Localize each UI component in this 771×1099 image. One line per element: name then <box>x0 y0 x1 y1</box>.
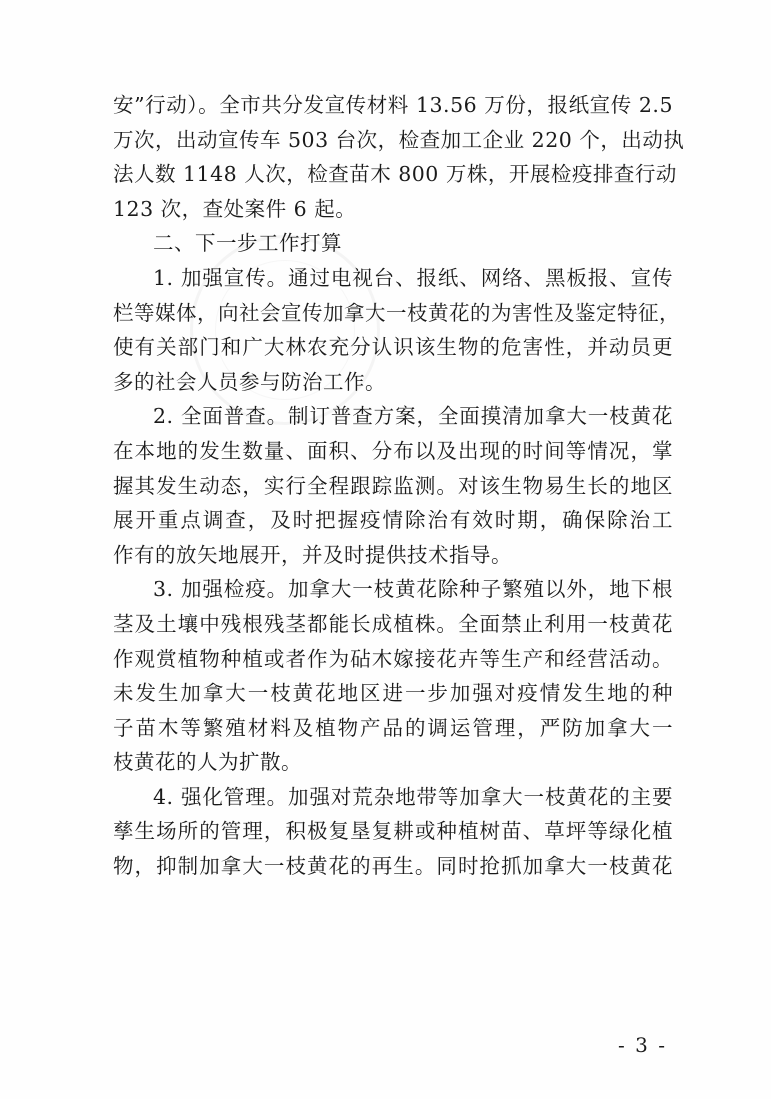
paragraph-line: 在本地的发生数量、面积、分布以及出现的时间等情况，掌 <box>113 438 673 463</box>
paragraph-line: 法人数 1148 人次，检查苗木 800 万株，开展检疫排查行动 <box>113 162 677 187</box>
paragraph-line: 2. 全面普查。制订普查方案，全面摸清加拿大一枝黄花 <box>153 404 673 429</box>
paragraph-line: 枝黄花的人为扩散。 <box>113 750 302 775</box>
paragraph-line: 安”行动）。全市共分发宣传材料 13.56 万份，报纸宣传 2.5 <box>113 93 673 117</box>
paragraph-line: 孳生场所的管理，积极复垦复耕或种植树苗、草坪等绿化植 <box>113 819 673 844</box>
paragraph-line: 茎及土壤中残根残茎都能长成植株。全面禁止利用一枝黄花 <box>113 611 673 636</box>
paragraph-line: 握其发生动态，实行全程跟踪监测。对该生物易生长的地区 <box>113 473 673 498</box>
paragraph-line: 作观赏植物种植或者作为砧木嫁接花卉等生产和经营活动。 <box>113 646 673 671</box>
paragraph-line: 栏等媒体，向社会宣传加拿大一枝黄花的为害性及鉴定特征， <box>113 300 680 325</box>
paragraph-line: 展开重点调查，及时把握疫情除治有效时期，确保除治工 <box>113 508 673 533</box>
paragraph-line: 多的社会人员参与防治工作。 <box>113 369 386 394</box>
paragraph-line: 物，抑制加拿大一枝黄花的再生。同时抢抓加拿大一枝黄花 <box>113 854 673 879</box>
paragraph-line: 使有关部门和广大林农充分认识该生物的危害性，并动员更 <box>113 335 673 360</box>
paragraph-line: 万次，出动宣传车 503 台次，检查加工企业 220 个，出动执 <box>113 127 685 152</box>
page-number: - 3 - <box>618 1033 667 1057</box>
paragraph-line: 1. 加强宣传。通过电视台、报纸、网络、黑板报、宣传 <box>153 265 673 290</box>
paragraph-line: 未发生加拿大一枝黄花地区进一步加强对疫情发生地的种 <box>113 681 673 706</box>
paragraph-line: 子苗木等繁殖材料及植物产品的调运管理，严防加拿大一 <box>113 715 673 740</box>
paragraph-line: 123 次，查处案件 6 起。 <box>113 196 357 221</box>
paragraph-line: 3. 加强检疫。加拿大一枝黄花除种子繁殖以外，地下根 <box>153 577 673 602</box>
document-body <box>113 88 685 884</box>
section-heading: 二、下一步工作打算 <box>153 231 342 256</box>
paragraph-line: 作有的放矢地展开，并及时提供技术指导。 <box>113 542 512 567</box>
paragraph-line: 4. 强化管理。加强对荒杂地带等加拿大一枝黄花的主要 <box>153 784 673 809</box>
